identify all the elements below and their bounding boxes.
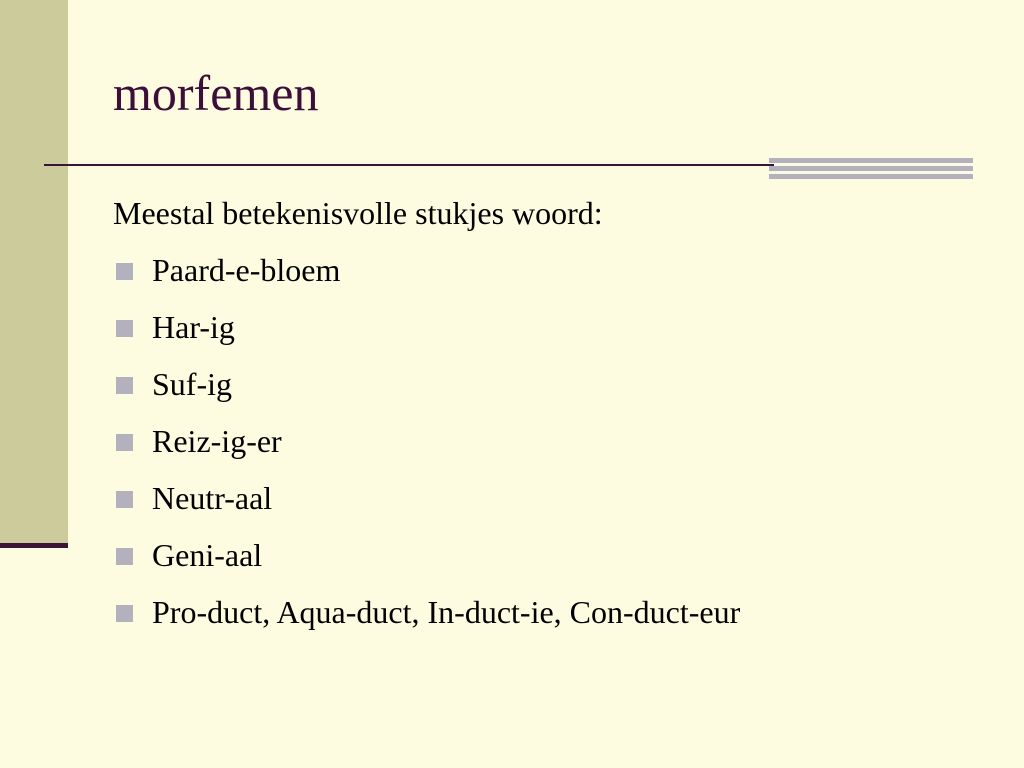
square-bullet-icon <box>116 263 133 280</box>
bullet-item <box>113 418 993 464</box>
bullet-item <box>113 361 993 407</box>
left-accent-line <box>0 543 68 548</box>
bullet-text: Paard-e-bloem <box>152 252 341 288</box>
bullet-text: Reiz-ig-er <box>152 423 282 459</box>
decorative-bar <box>769 174 973 179</box>
square-bullet-icon <box>116 434 133 451</box>
title-divider <box>44 164 774 166</box>
bullet-item <box>113 304 993 350</box>
bullet-item <box>113 475 993 521</box>
square-bullet-icon <box>116 548 133 565</box>
decorative-bar <box>769 158 973 163</box>
slide-title: morfemen <box>113 65 319 121</box>
bullet-item <box>113 532 993 578</box>
square-bullet-icon <box>116 320 133 337</box>
square-bullet-icon <box>116 491 133 508</box>
slide-body <box>113 190 993 646</box>
bullet-item <box>113 247 993 293</box>
intro-text: Meestal betekenisvolle stukjes woord: <box>113 195 603 231</box>
bullet-item <box>113 589 993 635</box>
square-bullet-icon <box>116 605 133 622</box>
bullet-text: Geni-aal <box>152 537 263 573</box>
decorative-bars <box>769 158 973 179</box>
bullet-text: Suf-ig <box>152 366 232 402</box>
decorative-bar <box>769 166 973 171</box>
left-decorative-band <box>0 0 68 544</box>
bullet-list <box>113 247 993 635</box>
bullet-text: Neutr-aal <box>152 480 273 516</box>
bullet-text: Har-ig <box>152 309 235 345</box>
bullet-text: Pro-duct, Aqua-duct, In-duct-ie, Con-duct-eur <box>152 594 741 630</box>
square-bullet-icon <box>116 377 133 394</box>
